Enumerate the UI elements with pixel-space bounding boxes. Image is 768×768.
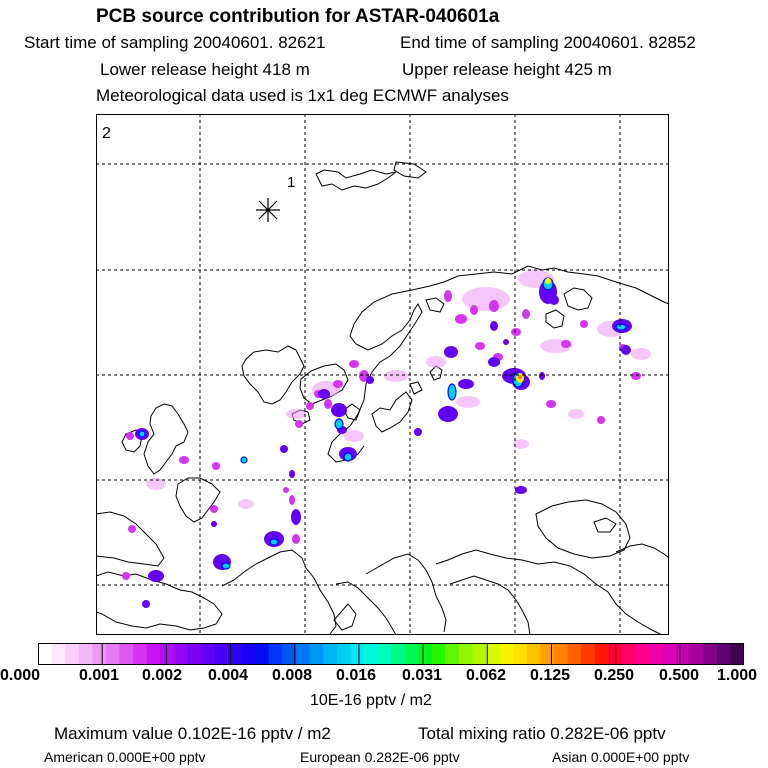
colorbar-tick-label: 0.500 xyxy=(658,667,700,684)
colorbar-cell xyxy=(690,643,704,665)
colorbar-cell xyxy=(147,643,161,665)
colorbar-cell xyxy=(296,643,310,665)
total-mixing-ratio-label: Total mixing ratio 0.282E-06 pptv xyxy=(418,724,666,743)
colorbar-cell xyxy=(38,643,52,665)
asian-contribution-label: Asian 0.000E+00 pptv xyxy=(552,749,690,765)
colorbar-tick-label: 0.000 xyxy=(0,667,41,684)
colorbar-cell xyxy=(486,643,500,665)
concentration-max-core xyxy=(518,375,522,379)
colorbar-cell xyxy=(418,643,432,665)
upper-height-label: Upper release height 425 m xyxy=(402,60,612,79)
colorbar-cell xyxy=(554,643,568,665)
colorbar-tick-label: 0.250 xyxy=(593,667,635,684)
colorbar-cell xyxy=(445,643,459,665)
colorbar-cell xyxy=(310,643,324,665)
end-time-label: End time of sampling 20040601. 82852 xyxy=(400,33,696,52)
colorbar-cell xyxy=(432,643,446,665)
colorbar-cell xyxy=(364,643,378,665)
release-site-icon xyxy=(256,198,280,222)
point-number-label: 1 xyxy=(287,174,296,191)
colorbar-tick-label: 0.008 xyxy=(271,667,313,684)
colorbar-cell xyxy=(160,643,174,665)
colorbar-cell xyxy=(391,643,405,665)
met-data-label: Meteorological data used is 1x1 deg ECMWF analyses xyxy=(96,86,509,105)
colorbar-cell xyxy=(119,643,133,665)
colorbar-cell xyxy=(201,643,215,665)
colorbar-cell xyxy=(527,643,541,665)
colorbar-cell xyxy=(269,643,283,665)
colorbar-cell xyxy=(52,643,66,665)
colorbar-cell xyxy=(174,643,188,665)
colorbar-cell xyxy=(649,643,663,665)
colorbar-cell xyxy=(79,643,93,665)
colorbar-cell xyxy=(595,643,609,665)
maximum-value-label: Maximum value 0.102E-16 pptv / m2 xyxy=(54,724,331,743)
colorbar-cell xyxy=(323,643,337,665)
colorbar-tick-label: 0.002 xyxy=(141,667,183,684)
colorbar-cell xyxy=(703,643,717,665)
colorbar-cell xyxy=(92,643,106,665)
colorbar-cell xyxy=(717,643,731,665)
colorbar-tick-label: 0.125 xyxy=(529,667,571,684)
colorbar-cell xyxy=(405,643,419,665)
european-contribution-label: European 0.282E-06 pptv xyxy=(300,749,460,765)
colorbar-tick-label: 0.004 xyxy=(207,667,249,684)
colorbar-cell xyxy=(676,643,690,665)
colorbar-cell xyxy=(459,643,473,665)
colorbar-cell xyxy=(187,643,201,665)
colorbar-cell xyxy=(663,643,677,665)
colorbar-cell xyxy=(540,643,554,665)
colorbar-cell xyxy=(255,643,269,665)
colorbar-cell xyxy=(622,643,636,665)
start-time-label: Start time of sampling 20040601. 82621 xyxy=(24,33,326,52)
lower-height-label: Lower release height 418 m xyxy=(100,60,310,79)
colorbar-cell xyxy=(337,643,351,665)
colorbar xyxy=(38,643,744,665)
colorbar-cell xyxy=(106,643,120,665)
colorbar-units-label: 10E-16 pptv / m2 xyxy=(310,692,432,709)
american-contribution-label: American 0.000E+00 pptv xyxy=(44,749,206,765)
colorbar-tick-label: 0.062 xyxy=(465,667,507,684)
colorbar-cell xyxy=(377,643,391,665)
colorbar-cell xyxy=(242,643,256,665)
colorbar-tick-label: 0.001 xyxy=(78,667,120,684)
colorbar-tick-label: 1.000 xyxy=(716,667,758,684)
colorbar-cell xyxy=(215,643,229,665)
panel-number-label: 2 xyxy=(102,125,111,142)
colorbar-cell xyxy=(730,643,744,665)
colorbar-cell xyxy=(513,643,527,665)
map-panel xyxy=(96,114,669,635)
colorbar-cells xyxy=(38,643,744,665)
colorbar-tick-label: 0.016 xyxy=(335,667,377,684)
colorbar-cell xyxy=(133,643,147,665)
colorbar-cell xyxy=(500,643,514,665)
plot-title: PCB source contribution for ASTAR-040601a xyxy=(96,6,500,27)
colorbar-cell xyxy=(65,643,79,665)
colorbar-cell xyxy=(472,643,486,665)
colorbar-cell xyxy=(581,643,595,665)
colorbar-tick-label: 0.031 xyxy=(401,667,443,684)
colorbar-cell xyxy=(568,643,582,665)
colorbar-cell xyxy=(350,643,364,665)
colorbar-cell xyxy=(635,643,649,665)
